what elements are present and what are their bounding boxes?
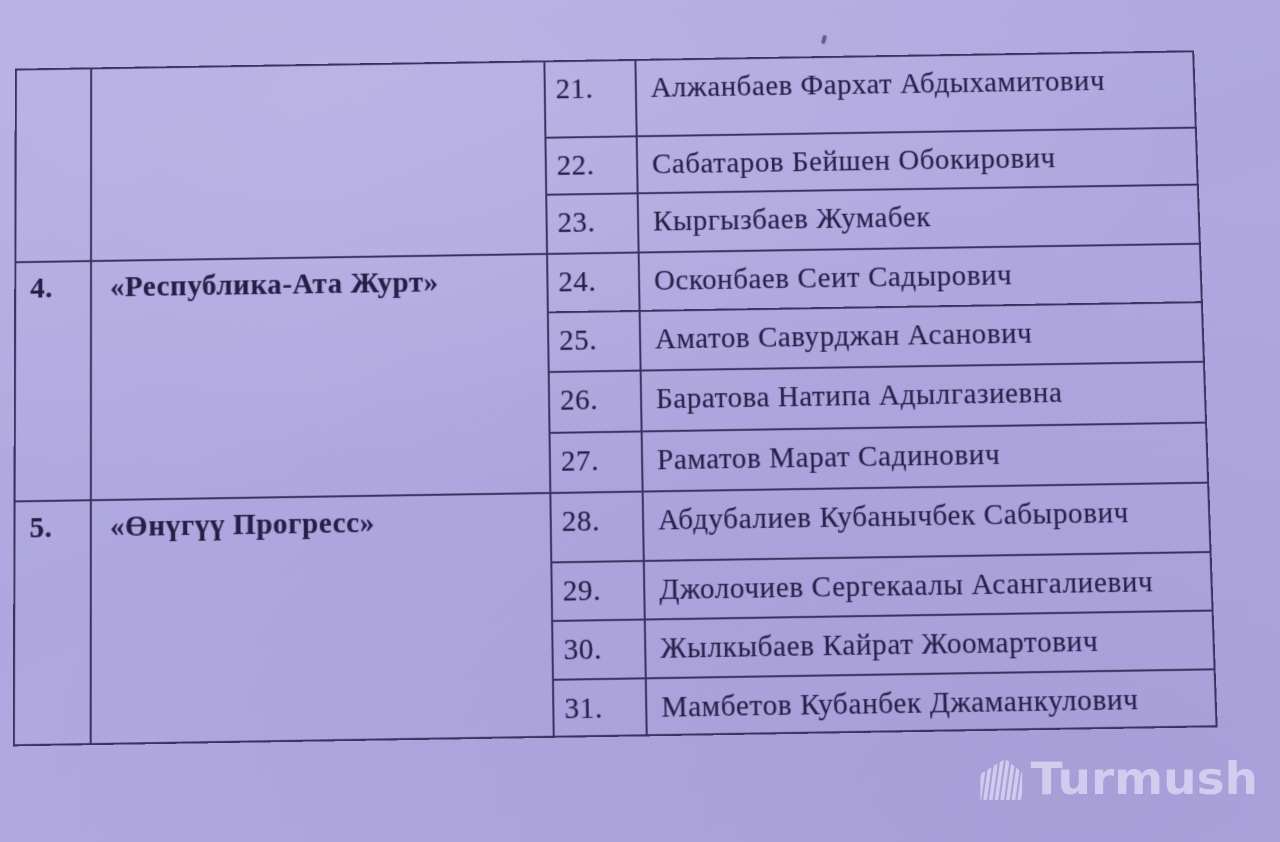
candidate-name-cell: Абдубалиев Кубанычбек Сабырович [643,483,1211,561]
candidate-number-cell: 31. [553,678,647,736]
candidate-name-cell: Джолочиев Сергекаалы Асангалиевич [644,552,1213,620]
candidate-name-cell: Жылкыбаев Кайрат Жоомартович [645,611,1215,679]
document-tilt-wrapper [13,50,1216,746]
party-name-cell: «Өнүгүү Прогресс» [91,493,554,744]
watermark-text: Turmush [1030,752,1258,806]
candidate-number-cell: 25. [548,311,641,372]
candidate-name-cell: Сабатаров Бейшен Обокирович [637,128,1198,194]
candidate-name-cell: Кыргызбаев Жумабек [638,185,1200,253]
candidate-number-cell: 21. [544,60,636,138]
party-name-cell [91,61,547,261]
candidate-list-table [13,50,1218,746]
candidate-number-cell: 27. [550,431,643,493]
candidate-name-cell: Осконбаев Сеит Садырович [639,244,1202,311]
candidate-name-cell: Раматов Марат Садинович [642,423,1209,492]
candidate-number-cell: 24. [547,253,640,313]
candidate-number-cell: 23. [546,193,638,254]
candidate-number-cell: 26. [549,371,642,433]
candidate-number-cell: 28. [550,492,643,563]
candidate-name-cell: Мамбетов Кубанбек Джаманкулович [646,669,1217,735]
party-number-cell: 5. [14,500,91,745]
party-number-cell: 4. [15,261,91,501]
striped-house-icon [978,751,1025,807]
party-number-cell [15,68,91,262]
candidate-number-cell: 22. [545,136,637,194]
dust-speck-icon [821,35,827,45]
candidate-name-cell: Аматов Савурджан Асанович [640,302,1204,370]
turmush-watermark [978,744,1258,814]
party-name-cell: «Республика-Ата Журт» [91,254,550,500]
candidate-number-cell: 29. [551,561,644,621]
candidate-name-cell: Алжанбаев Фархат Абдыхамитович [635,51,1195,136]
candidate-number-cell: 30. [552,620,646,680]
candidate-name-cell: Баратова Натипа Адылгазиевна [641,362,1206,432]
